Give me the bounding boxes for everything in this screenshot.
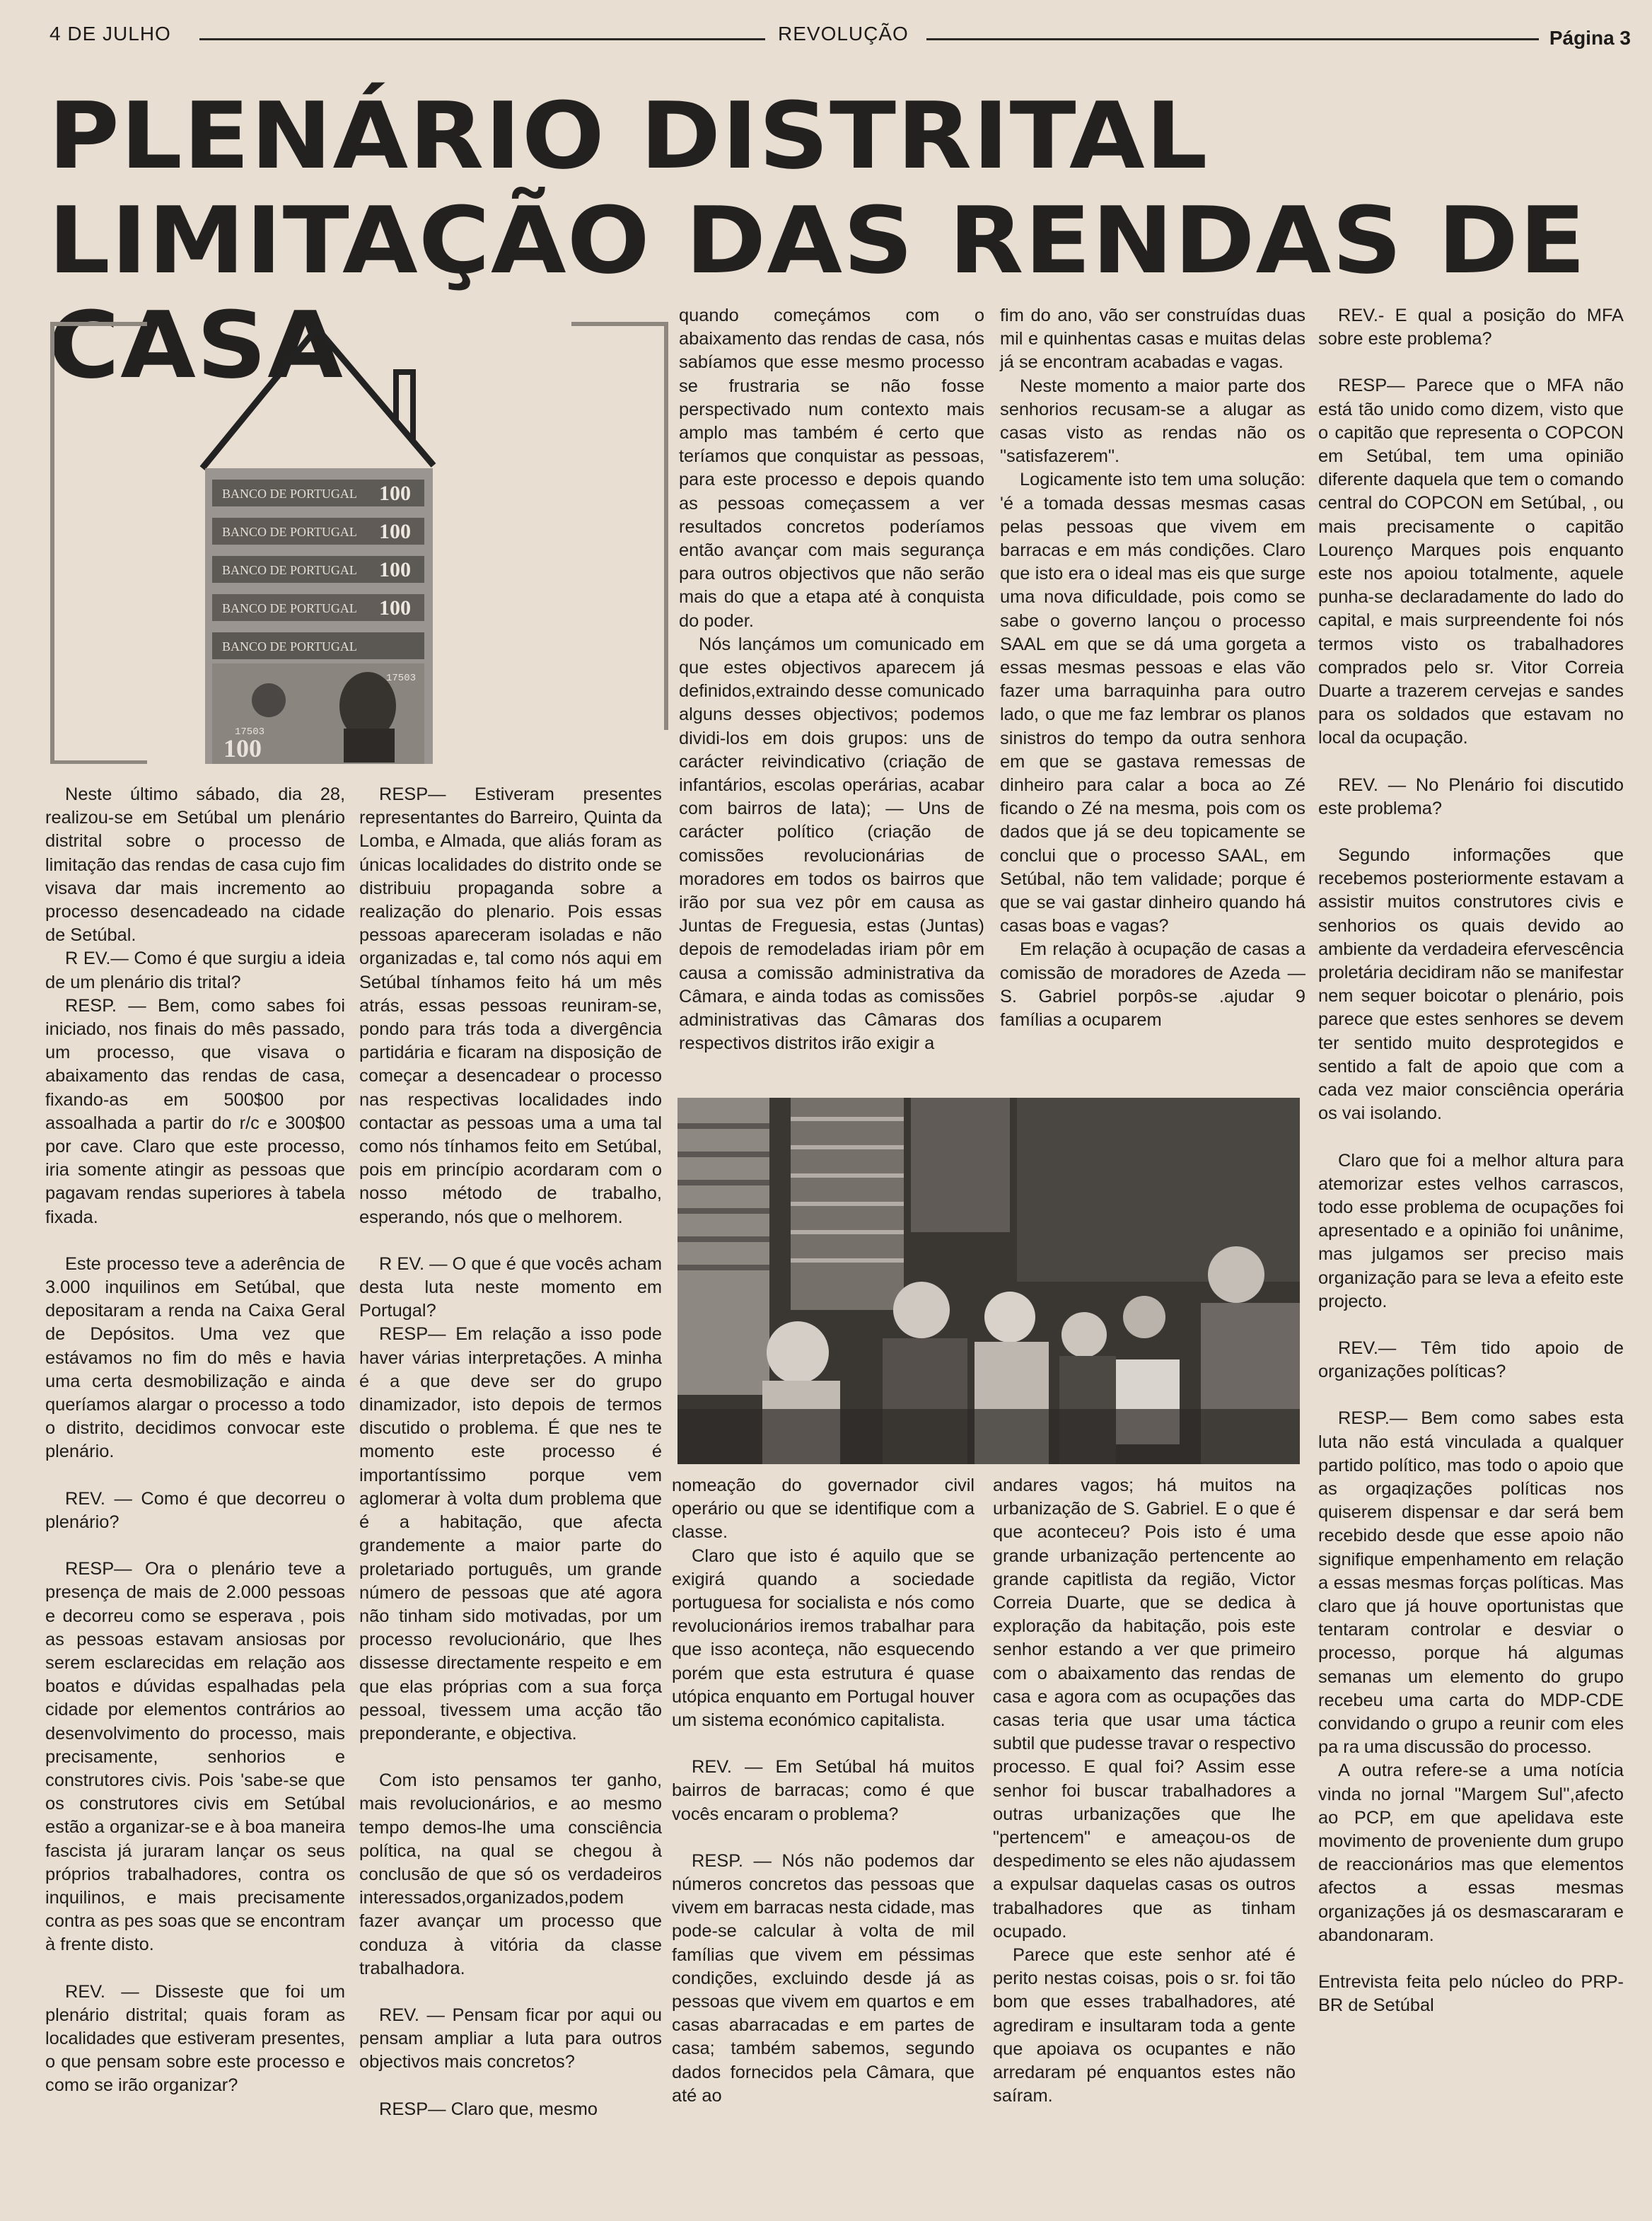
column-5-paragraph-3: REV. — No Plenário foi discutido este problema?: [1318, 775, 1624, 818]
column-4-paragraph-1: fim do ano, vão ser construídas duas mil e quinhentas casas e muitas delas já se encontram acabadas e vagas.: [1000, 306, 1305, 373]
column-2-paragraph-2: R EV. — O que é que vocês acham desta luta neste momento em Portugal?: [359, 1253, 662, 1321]
house-banknote-illustration: [48, 318, 670, 764]
article-column-3-bottom: [672, 1474, 975, 2108]
article-column-5: [1318, 304, 1624, 2017]
children-in-slum-photo: [677, 1098, 1300, 1464]
column-5-paragraph-4: Segundo informações que recebemos posteriormente estavam a assistir muitos construtores civis e senhorios os quais devido ao ambiente da verdadeira efervescência proletária decidiram não se manifestar nem sequer boicotar o plenário, pois parece que estes senhores se devem ter sentido muito desprotegidos e sentido a falt de apoio que com a cada vez maior consciência operária os vai isolando.: [1318, 845, 1624, 1124]
banknote-value: 100: [379, 482, 411, 505]
column-5-paragraph-7: RESP.— Bem como sabes esta luta não está vinculada a qualquer partido político, mas todo o apoio que as orgaqizações políticas nos quiserem dispensar e dar será bem recebido desde que esse apoio não signifique empenhamento em relação a essas mesmas forças políticas. Mas claro que já houve oportunistas que tentaram controlar e desviar o processo, porque há algumas semanas um elemento do grupo recebeu uma carta do MDP-CDE convidando o grupo a reunir com eles pa ra uma discussão do processo.: [1318, 1408, 1624, 1758]
column-4-bottom-paragraph-1: andares vagos; há muitos na urbanização de S. Gabriel. E o que é que aconteceu? Pois isto é uma grande urbanização pertencente ao grande capitlista da região, Victor Correia Duarte, que se dedica à exploração da habitação, pois este senhor estando a ver que primeiro com o abaixamento das rendas de casa e agora com as ocupações das casas teria que usar uma táctica subtil que pudesse travar o respectivo processo. E qual foi? Assim esse senhor foi buscar trabalhadores a outras urbanizações que lhe "pertencem" e ameaçou-os de despedimento se eles não ajudassem a expulsar daquelas casas os outros trabalhadores que as tinham ocupado.: [993, 1475, 1296, 1942]
column-2-paragraph-1: RESP— Estiveram presentes representantes do Barreiro, Quinta da Lomba, e Almada, que aliás foram as únicas localidades do distrito onde se distribuiu propaganda sobre a realização do plenario. Pois essas pessoas apareceram isoladas e não organizadas e, tal como nós aqui em Setúbal tínhamos feito há um mês atrás, essas pessoas reuniram-se, pondo para trás toda a divergência partidária e ficaram na disposição de começar a desencadear o processo nas respectivas localidades indo contactar as pessoas uma a uma tal como nós tínhamos feito em Setúbal, pois em princípio acordaram com o nosso método de trabalho, esperando, nós que o melhorem.: [359, 784, 662, 1227]
banknote-label: BANCO DE PORTUGAL: [222, 487, 357, 501]
column-4-paragraph-2: Neste momento a maior parte dos senhorios recusam-se a alugar as casas visto as rendas não os "satisfazerem".: [1000, 376, 1305, 467]
column-5-paragraph-8: A outra refere-se a uma notícia vinda no jornal ''Margem Sul'',afecto ao PCP, em que apelidava este movimento de proveniente dum grupo de reaccionários mas que elementos afectos a essas mesmas organizações já os desmascararam e abandonaram.: [1318, 1761, 1624, 1945]
header-rule-right: [926, 38, 1539, 40]
banknote-serial: 17503: [386, 673, 417, 684]
column-2-paragraph-4: Com isto pensamos ter ganho, mais revolucionários, e ao mesmo tempo demos-lhe uma consciência política, na qual se chegou à conclusão de que só os verdadeiros interessados,organizados,podem fazer avançar um processo que conduza à vitória da classe trabalhadora.: [359, 1770, 662, 1978]
column-4-paragraph-3: Logicamente isto tem uma solução: 'é a tomada dessas mesmas casas pelas pessoas que vivem em barracas e em más condições. Claro que isto era o ideal mas eis que surge uma nova dificuldade, pois como se sabe o governo lançou o processo SAAL em que se dá uma gorgeta a essas mesmas pessoas e elas vão fazer uma barraquinha para outro lado, o que me faz lembrar os planos sinistros do tempo da outra senhora em que se gastava remessas de dinheiro para calar a boca ao Zé ficando o Zé na mesma, pois com os dados que já se deu topicamente se conclui que o processo SAAL, em Setúbal, não tem validade; porque é que se vai gastar dinheiro quando há casas boas e vagas?: [1000, 470, 1305, 936]
banknote-value: 100: [379, 596, 411, 620]
banknote-serial: 17503: [235, 726, 265, 738]
column-1-paragraph-6: RESP— Ora o plenário teve a presença de mais de 2.000 pessoas e decorreu como se esperava , pois as pessoas estavam ansiosas por serem esclarecidas em relação aos boatos e dúvidas espalhadas pela cidade por elementos contrários ao desenvolvimento do processo, mais precisamente, senhorios e construtores civis. Pois 'sabe-se que os construtores civis em Setúbal estão a organizar-se e à boa maneira fascista já juraram lançar os seus próprios trabalhadores, contra os inquilinos, e mais precisamente contra as pes soas que se encontram à frente disto.: [45, 1559, 345, 1955]
banknote-front-value: 100: [223, 734, 262, 762]
photo-graphic: [677, 1098, 1300, 1464]
column-5-paragraph-5: Claro que foi a melhor altura para atemorizar estes velhos carrascos, todo esse problema de ocupações foi apresentado e a opinião foi unânime, mas julgamos ser preciso mais organização para se leva a efeito este projecto.: [1318, 1150, 1624, 1311]
banknote-label: BANCO DE PORTUGAL: [222, 563, 357, 577]
issue-date: 4 DE JULHO: [50, 23, 171, 45]
column-3-bottom-paragraph-4: RESP. — Nós não podemos dar números concretos das pessoas que vivem em barracas nesta cidade, mas pode-se calcular à volta de mil famílias que vivem em péssimas condições, excluindo desde já as pessoas que vivem em quartos e em casas abarracadas e em partes de casa; também sabemos, segundo dados fornecidos pela Câmara, que até ao: [672, 1850, 975, 2106]
header-rule-left: [199, 38, 765, 40]
banknote-label: BANCO DE PORTUGAL: [222, 639, 357, 654]
page-header: [50, 20, 1631, 58]
column-5-paragraph-1: REV.- E qual a posição do MFA sobre este problema?: [1318, 306, 1624, 349]
interview-credit: Entrevista feita pelo núcleo do PRP-BR de Setúbal: [1318, 1972, 1624, 2016]
article-column-4-bottom: [993, 1474, 1296, 2108]
column-1-paragraph-7: REV. — Disseste que foi um plenário distrital; quais foram as localidades que estiveram presentes, o que pensam sobre este processo e como se irão organizar?: [45, 1981, 345, 2096]
column-1-paragraph-5: REV. — Como é que decorreu o plenário?: [45, 1488, 345, 1532]
article-column-1: [45, 783, 345, 2098]
newspaper-name: REVOLUÇÃO: [778, 23, 909, 45]
page-number: Página 3: [1549, 27, 1631, 49]
column-1-paragraph-4: Este processo teve a aderência de 3.000 inquilinos em Setúbal, que depositaram a renda na Caixa Geral de Depósitos. Uma vez que estávamos no fim do mês e havia uma certa desmobilização e ainda queríamos alargar o processo a todo o distrito, decidimos convocar este plenário.: [45, 1253, 345, 1462]
column-2-paragraph-6: RESP— Claro que, mesmo: [379, 2099, 598, 2119]
headline-line-2: LIMITAÇÃO DAS RENDAS DE CASA: [48, 187, 1587, 399]
banknote-value: 100: [379, 558, 411, 581]
house-banknote-graphic: [48, 318, 670, 764]
column-2-paragraph-5: REV. — Pensam ficar por aqui ou pensam ampliar a luta para outros objectivos mais concretos?: [359, 2005, 662, 2072]
column-3-paragraph-2: Nós lançámos um comunicado em que estes objectivos aparecem já definidos,extraindo desse comunicado alguns desses objectivos; podemos dividi-los em dois grupos: uns de carácter reivindicativo (criação de infantários, escolas operárias, acabar com bairros de lata); — Uns de carácter político (criação de comissões revolucionárias de moradores em todos os bairros que irão por sua vez pôr em causa as Juntas de Freguesia, estas (Juntas) depois de remodeladas iriam pôr em causa a comissão administrativa da Câmara, e ainda todas as comissões administrativas das Câmaras dos respectivos distritos irão exigir a: [679, 634, 984, 1054]
column-1-paragraph-1: Neste último sábado, dia 28, realizou-se em Setúbal um plenário distrital sobre o processo de limitação das rendas de casa cujo fim visava dar mais incremento ao processo desencadeado na cidade de Setúbal.: [45, 784, 345, 946]
column-5-paragraph-6: REV.— Têm tido apoio de organizações políticas?: [1318, 1338, 1624, 1382]
column-5-paragraph-2: RESP— Parece que o MFA não está tão unido como dizem, visto que o capitão que representa o COPCON em Setúbal, tem uma opinião diferente daquela que tem o comando central do COPCON em Setúbal, , ou mais precisamente o capitão Lourenço Marques pois enquanto este nos apoiou totalmente, aquele punha-se declaradamente do lado do capital, e mais surpreendente foi nós termos visto os trabalhadores comprados pelo sr. Vitor Correia Duarte a trazerem cervejas e sandes para os soldados que estavam no local da ocupação.: [1318, 376, 1624, 748]
column-2-paragraph-3: RESP— Em relação a isso pode haver várias interpretações. A minha é a que deve ser do grupo dinamizador, isto depois de termos discutido o problema. É que nes te momento este processo é importantíssimo porque vem aglomerar à volta dum problema que é a habitação, que afecta grandemente a maior parte do proletariado português, um grande número de pessoas que até agora não tinham sido motivadas, por um processo revolucionário, que lhes dissesse directamente respeito e em que elas próprias com a sua força pessoal, tivessem uma acção tão preponderante, e objectiva.: [359, 1324, 662, 1744]
article-column-3-top: [679, 304, 984, 1056]
column-3-bottom-paragraph-2: Claro que isto é aquilo que se exigirá quando a sociedade portuguesa for socialista e nós como revolucionários iremos trabalhar para que isso aconteça, não esquecendo porém que esta estrutura é quase utópica enquanto em Portugal houver um sistema económico capitalista.: [672, 1546, 975, 1731]
banknote-label: BANCO DE PORTUGAL: [222, 601, 357, 615]
column-3-bottom-paragraph-3: REV. — Em Setúbal há muitos bairros de barracas; como é que vocês encaram o problema?: [672, 1757, 975, 1824]
article-column-4-top: [1000, 304, 1305, 1032]
column-3-bottom-paragraph-1: nomeação do governador civil operário ou que se identifique com a classe.: [672, 1475, 975, 1543]
column-1-paragraph-2: R EV.— Como é que surgiu a ideia de um plenário dis trital?: [45, 949, 345, 992]
column-3-paragraph-1: quando começámos com o abaixamento das rendas de casa, nós sabíamos que esse mesmo processo se frustraria se não fosse perspectivado num contexto mais amplo mas também é certo que teríamos que conquistar as pessoas, para este processo e depois quando as pessoas começassem a ver resultados concretos poderíamos então avançar com mais segurança para outros objectivos que não serão mais do que a etapa até à conquista do poder.: [679, 306, 984, 631]
banknote-value: 100: [379, 520, 411, 543]
banknote-label: BANCO DE PORTUGAL: [222, 525, 357, 539]
headline-line-1: PLENÁRIO DISTRITAL: [48, 82, 1209, 190]
article-column-2: [359, 783, 662, 2121]
column-4-paragraph-4: Em relação à ocupação de casas a comissão de moradores de Azeda — S. Gabriel porpôs-se .ajudar 9 famílias a ocuparem: [1000, 939, 1305, 1031]
column-1-paragraph-3: RESP. — Bem, como sabes foi iniciado, nos finais do mês passado, um processo, que visava o abaixamento das rendas de casa, fixando-as em 500$00 por assoalhada a partir do r/c e 300$00 por cave. Claro que este processo, iria somente atingir as pessoas que pagavam rendas superiores à tabela fixada.: [45, 995, 345, 1227]
column-4-bottom-paragraph-2: Parece que este senhor até é perito nestas coisas, pois o sr. foi tão bom que esses trabalhadores, até agrediram e insultaram toda a gente que apoiava os ocupantes e não arredaram pé enquantos estes não saíram.: [993, 1945, 1296, 2106]
